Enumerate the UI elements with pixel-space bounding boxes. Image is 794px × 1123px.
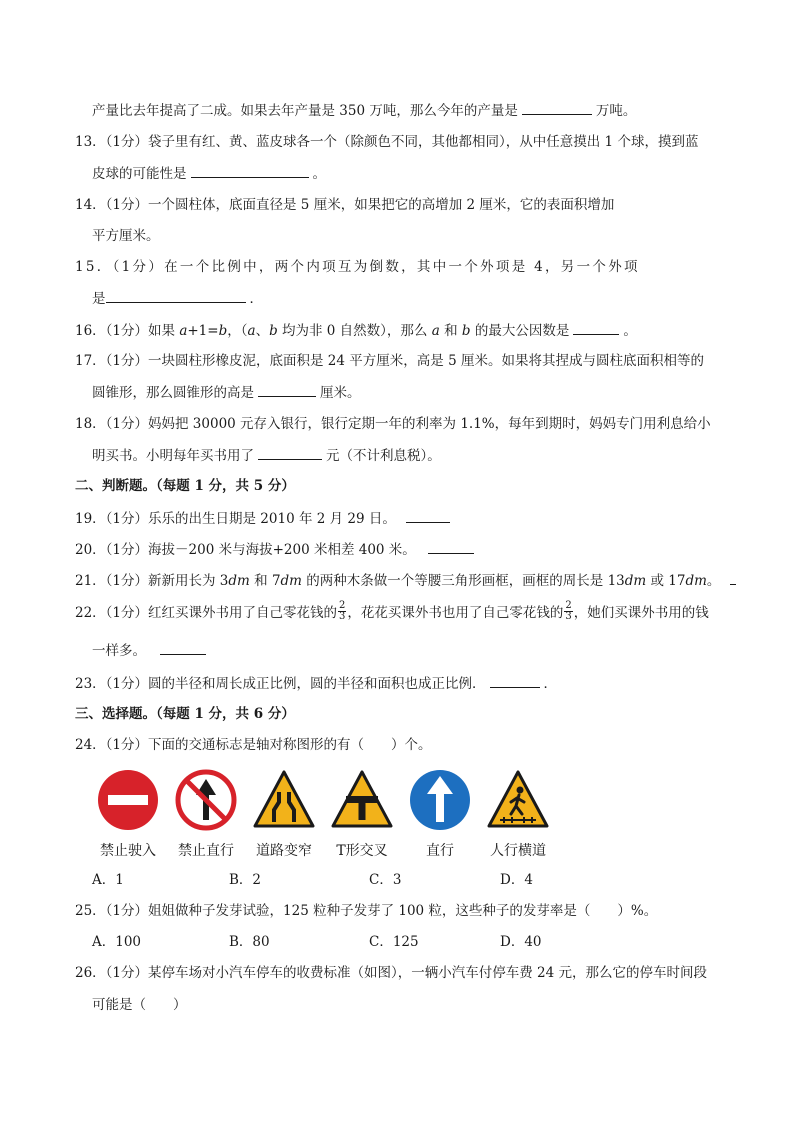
pedestrian-crossing-sign-icon bbox=[486, 768, 550, 832]
question-22-line2: 一样多。 bbox=[92, 640, 210, 661]
question-26-line2: 可能是（ ） bbox=[92, 997, 187, 1013]
go-straight-sign-icon bbox=[408, 768, 472, 832]
answer-blank[interactable] bbox=[258, 382, 316, 397]
question-26: 26．（1分）某停车场对小汽车停车的收费标准（如图），一辆小汽车付停车费 24 元，那么它的停车时间段 bbox=[75, 965, 708, 981]
question-18: 18．（1分）妈妈把 30000 元存入银行，银行定期一年的利率为 1.1%，每年到期时，妈妈专门用利息给小 bbox=[75, 416, 711, 432]
answer-blank[interactable] bbox=[191, 163, 309, 178]
question-15-line2: 是 ． bbox=[92, 288, 263, 309]
question-21: 21．（1分）新新用长为 3dm 和 7dm 的两种木条做一个等腰三角形画框，画框的周长是 13dm 或 17dm。 bbox=[75, 570, 740, 591]
q12-continuation: 产量比去年提高了二成。如果去年产量是 350 万吨，那么今年的产量是 万吨。 bbox=[92, 100, 636, 121]
fraction-two-thirds: $\frac{2}{3}$ bbox=[565, 600, 572, 622]
option-b[interactable]: B．80 bbox=[229, 934, 270, 950]
fraction-two-thirds: $\frac{2}{3}$ bbox=[339, 600, 346, 622]
road-narrows-sign-icon bbox=[252, 768, 316, 832]
t-junction-sign-icon bbox=[330, 768, 394, 832]
section-3-heading: 三、选择题。（每题 1 分，共 6 分） bbox=[75, 706, 295, 722]
answer-blank[interactable] bbox=[258, 445, 322, 460]
option-a[interactable]: A．100 bbox=[92, 934, 142, 950]
question-13-line2: 皮球的可能性是 。 bbox=[92, 163, 326, 184]
sign-no-straight: 禁止直行 bbox=[174, 768, 238, 860]
option-c[interactable]: C．3 bbox=[369, 872, 402, 888]
sign-road-narrows: 道路变窄 bbox=[252, 768, 316, 860]
sign-go-straight: 直行 bbox=[408, 768, 472, 860]
section-2-heading: 二、判断题。（每题 1 分，共 5 分） bbox=[75, 478, 295, 494]
no-entry-sign-icon bbox=[96, 768, 160, 832]
no-straight-sign-icon bbox=[174, 768, 238, 832]
option-a[interactable]: A．1 bbox=[92, 872, 124, 888]
traffic-signs-figure bbox=[96, 768, 556, 868]
question-14: 14．（1分）一个圆柱体，底面直径是 5 厘米，如果把它的高增加 2 厘米，它的表面积增加 bbox=[75, 197, 615, 213]
question-17: 17．（1分）一块圆柱形橡皮泥，底面积是 24 平方厘米，高是 5 厘米。如果将其捏成与圆柱底面积相等的 bbox=[75, 353, 704, 369]
question-19: 19．（1分）乐乐的出生日期是 2010 年 2 月 29 日。 bbox=[75, 508, 454, 529]
answer-blank[interactable] bbox=[730, 570, 736, 585]
answer-blank[interactable] bbox=[106, 288, 246, 303]
answer-blank[interactable] bbox=[522, 100, 592, 115]
option-d[interactable]: D．4 bbox=[500, 872, 533, 888]
answer-blank[interactable] bbox=[573, 320, 619, 335]
question-23: 23．（1分）圆的半径和周长成正比例，圆的半径和面积也成正比例． ． bbox=[75, 673, 557, 694]
option-b[interactable]: B．2 bbox=[229, 872, 262, 888]
sign-pedestrian-crossing: 人行横道 bbox=[486, 768, 550, 860]
answer-blank[interactable] bbox=[160, 640, 206, 655]
question-18-line2: 明买书。小明每年买书用了 元（不计利息税）。 bbox=[92, 445, 441, 466]
question-16: 16．（1分）如果 a+1=b，（a、b 均为非 0 自然数），那么 a 和 b 的最大公因数是 。 bbox=[75, 320, 637, 341]
option-d[interactable]: D．40 bbox=[500, 934, 542, 950]
sign-no-entry: 禁止驶入 bbox=[96, 768, 160, 860]
answer-blank[interactable] bbox=[490, 673, 540, 688]
question-20: 20．（1分）海拔－200 米与海拔+200 米相差 400 米。 bbox=[75, 539, 478, 560]
question-17-line2: 圆锥形，那么圆锥形的高是 厘米。 bbox=[92, 382, 361, 403]
question-24: 24．（1分）下面的交通标志是轴对称图形的有（ ）个。 bbox=[75, 737, 432, 753]
answer-blank[interactable] bbox=[406, 508, 450, 523]
question-22: 22．（1分）红红买课外书用了自己零花钱的 $\frac{2}{3}$ ，花花买课外书也用了自己零花钱的 $\frac{2}{3}$ ，她们买课外书用的钱 bbox=[75, 600, 709, 622]
answer-blank[interactable] bbox=[428, 539, 474, 554]
question-25: 25．（1分）姐姐做种子发芽试验，125 粒种子发芽了 100 粒，这些种子的发芽率是（ ）%。 bbox=[75, 903, 658, 919]
question-15: 15．（1分）在一个比例中，两个内项互为倒数，其中一个外项是 4，另一个外项 bbox=[75, 259, 640, 275]
sign-t-junction: T形交叉 bbox=[330, 768, 394, 860]
question-14-line2: 平方厘米。 bbox=[92, 228, 160, 244]
question-13: 13．（1分）袋子里有红、黄、蓝皮球各一个（除颜色不同，其他都相同），从中任意摸出 1 个球，摸到蓝 bbox=[75, 134, 699, 150]
option-c[interactable]: C．125 bbox=[369, 934, 419, 950]
